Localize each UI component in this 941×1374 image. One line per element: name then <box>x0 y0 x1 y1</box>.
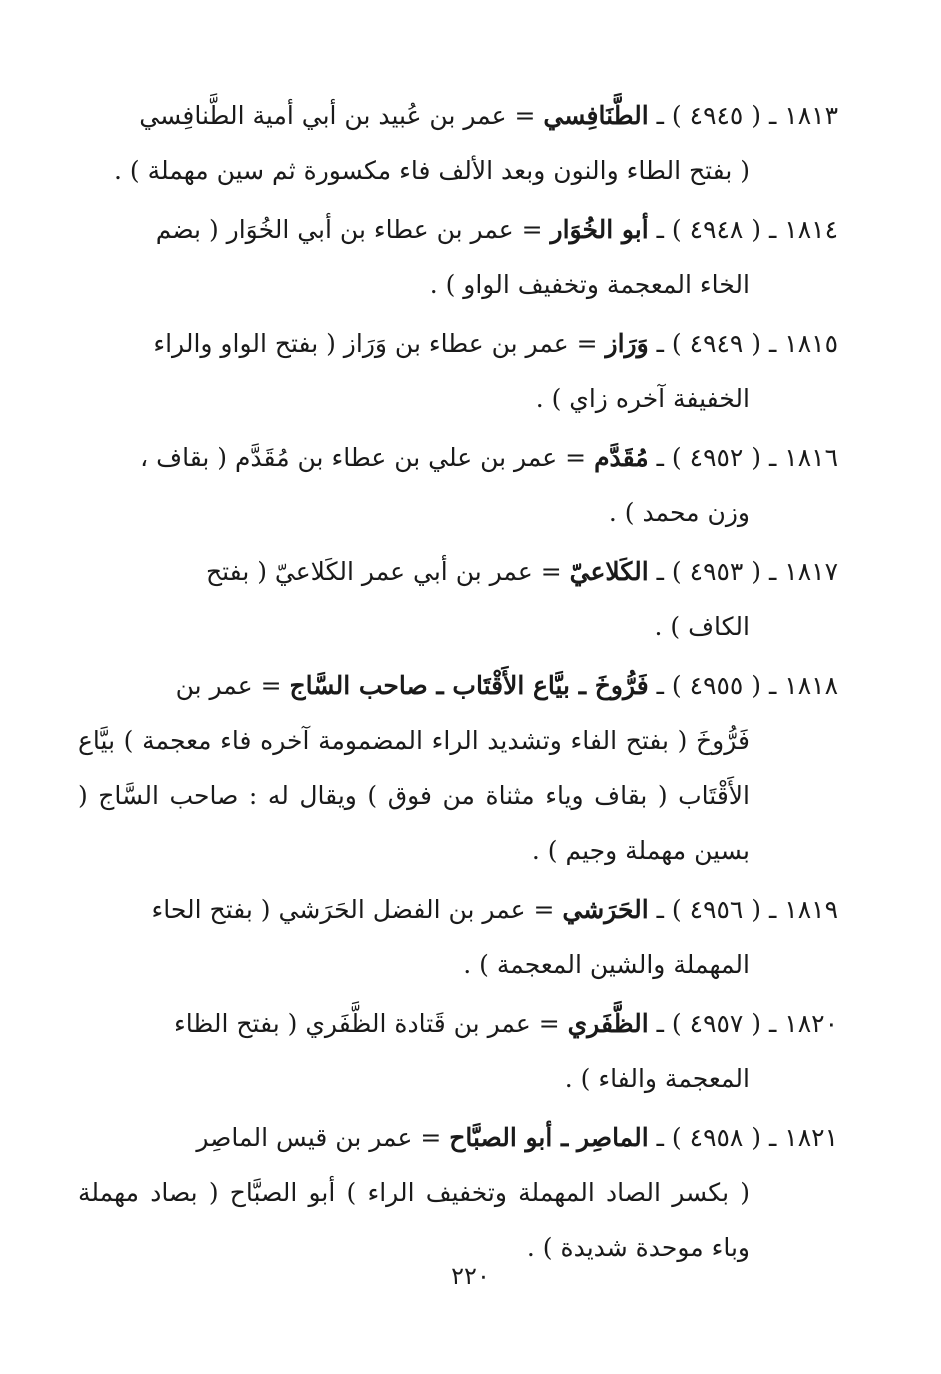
entry-1819 <box>78 882 838 992</box>
entry-name: الظَّفَري <box>567 1009 649 1038</box>
entry-text: = عمر بن أبي عمر الكَلاعيّ ( بفتح <box>205 557 570 586</box>
entry-number: ١٨٢١ ـ ( ٤٩٥٨ ) ـ <box>656 1123 838 1152</box>
entry-text: = عمر بن <box>175 671 290 700</box>
entry-number: ١٨١٤ ـ ( ٤٩٤٨ ) ـ <box>656 215 838 244</box>
entry-1817 <box>78 544 838 654</box>
entry-1816 <box>78 430 838 540</box>
entry-first-line <box>78 996 838 1051</box>
entry-continuation: وزن محمد ) . <box>608 498 750 527</box>
entry-text: = عمر بن قَتادة الظَّفَري ( بفتح الظاء <box>174 1009 568 1038</box>
entry-1821 <box>78 1110 838 1275</box>
entry-first-line <box>78 544 838 599</box>
page-number: ٢٢٠ <box>451 1262 490 1290</box>
entry-first-line <box>78 88 838 143</box>
entry-1818 <box>78 658 838 878</box>
entry-text: = عمر بن قيس الماصِر <box>196 1123 450 1152</box>
entry-text: = عمر بن عُبيد بن أبي أمية الطَّنافِسي <box>139 101 544 130</box>
entry-number: ١٨٢٠ ـ ( ٤٩٥٧ ) ـ <box>656 1009 838 1038</box>
entry-text: = عمر بن الفضل الحَرَشي ( بفتح الحاء <box>151 895 563 924</box>
entry-first-line <box>78 202 838 257</box>
entry-first-line <box>78 1110 838 1165</box>
entry-name: مُقَدَّم <box>594 443 649 472</box>
entry-name: الطَّنَافِسي <box>543 101 649 130</box>
entry-continuation: ( بفتح الطاء والنون وبعد الألف فاء مكسورة ثم سين مهملة ) . <box>114 156 750 185</box>
entry-continuation: الخاء المعجمة وتخفيف الواو ) . <box>429 270 750 299</box>
entry-number: ١٨١٦ ـ ( ٤٩٥٢ ) ـ <box>656 443 838 472</box>
entry-number: ١٨١٧ ـ ( ٤٩٥٣ ) ـ <box>656 557 838 586</box>
entry-name: الكَلاعيّ <box>569 557 649 586</box>
entry-1813 <box>78 88 838 198</box>
entry-first-line <box>78 882 838 937</box>
entry-name: الماصِر ـ أبو الصبَّاح <box>449 1123 649 1152</box>
entry-first-line <box>78 430 838 485</box>
entry-number: ١٨١٥ ـ ( ٤٩٤٩ ) ـ <box>656 329 838 358</box>
entry-1814 <box>78 202 838 312</box>
entry-first-line <box>78 658 838 713</box>
entry-first-line <box>78 316 838 371</box>
entry-continuation: المعجمة والفاء ) . <box>564 1064 750 1093</box>
entry-name: وَرَاز <box>605 329 649 358</box>
entry-name: فَرُّوخَ ـ بيَّاع الأَقْتَاب ـ صاحب السَّاج <box>289 671 649 700</box>
page-body <box>78 88 838 1279</box>
entry-number: ١٨١٣ ـ ( ٤٩٤٥ ) ـ <box>656 101 838 130</box>
entry-continuation: المهملة والشين المعجمة ) . <box>463 950 750 979</box>
entry-number: ١٨١٩ ـ ( ٤٩٥٦ ) ـ <box>656 895 838 924</box>
entry-1820 <box>78 996 838 1106</box>
entry-text: = عمر بن علي بن عطاء بن مُقَدَّم ( بقاف ، <box>140 443 595 472</box>
entry-number: ١٨١٨ ـ ( ٤٩٥٥ ) ـ <box>656 671 838 700</box>
entry-text: = عمر بن عطاء بن أبي الخُوَار ( بضم <box>155 215 551 244</box>
entry-text: = عمر بن عطاء بن وَرَاز ( بفتح الواو والراء <box>153 329 606 358</box>
entry-continuation: الكاف ) . <box>654 612 750 641</box>
entry-name: أبو الخُوَار <box>550 215 649 244</box>
entry-name: الحَرَشي <box>562 895 649 924</box>
entry-continuation: ( بكسر الصاد المهملة وتخفيف الراء ) أبو الصبَّاح ( بصاد مهملة وباء موحدة شديدة ) . <box>78 1178 750 1262</box>
entry-1815 <box>78 316 838 426</box>
entry-continuation: الخفيفة آخره زاي ) . <box>535 384 750 413</box>
entry-continuation: فَرُّوخَ ( بفتح الفاء وتشديد الراء المضمومة آخره فاء معجمة ) بيَّاع الأَقْتَاب ( بقاف وياء مثناة من فوق ) ويقال له : صاحب السَّاج ( بسين مهملة وجيم ) . <box>78 726 750 865</box>
